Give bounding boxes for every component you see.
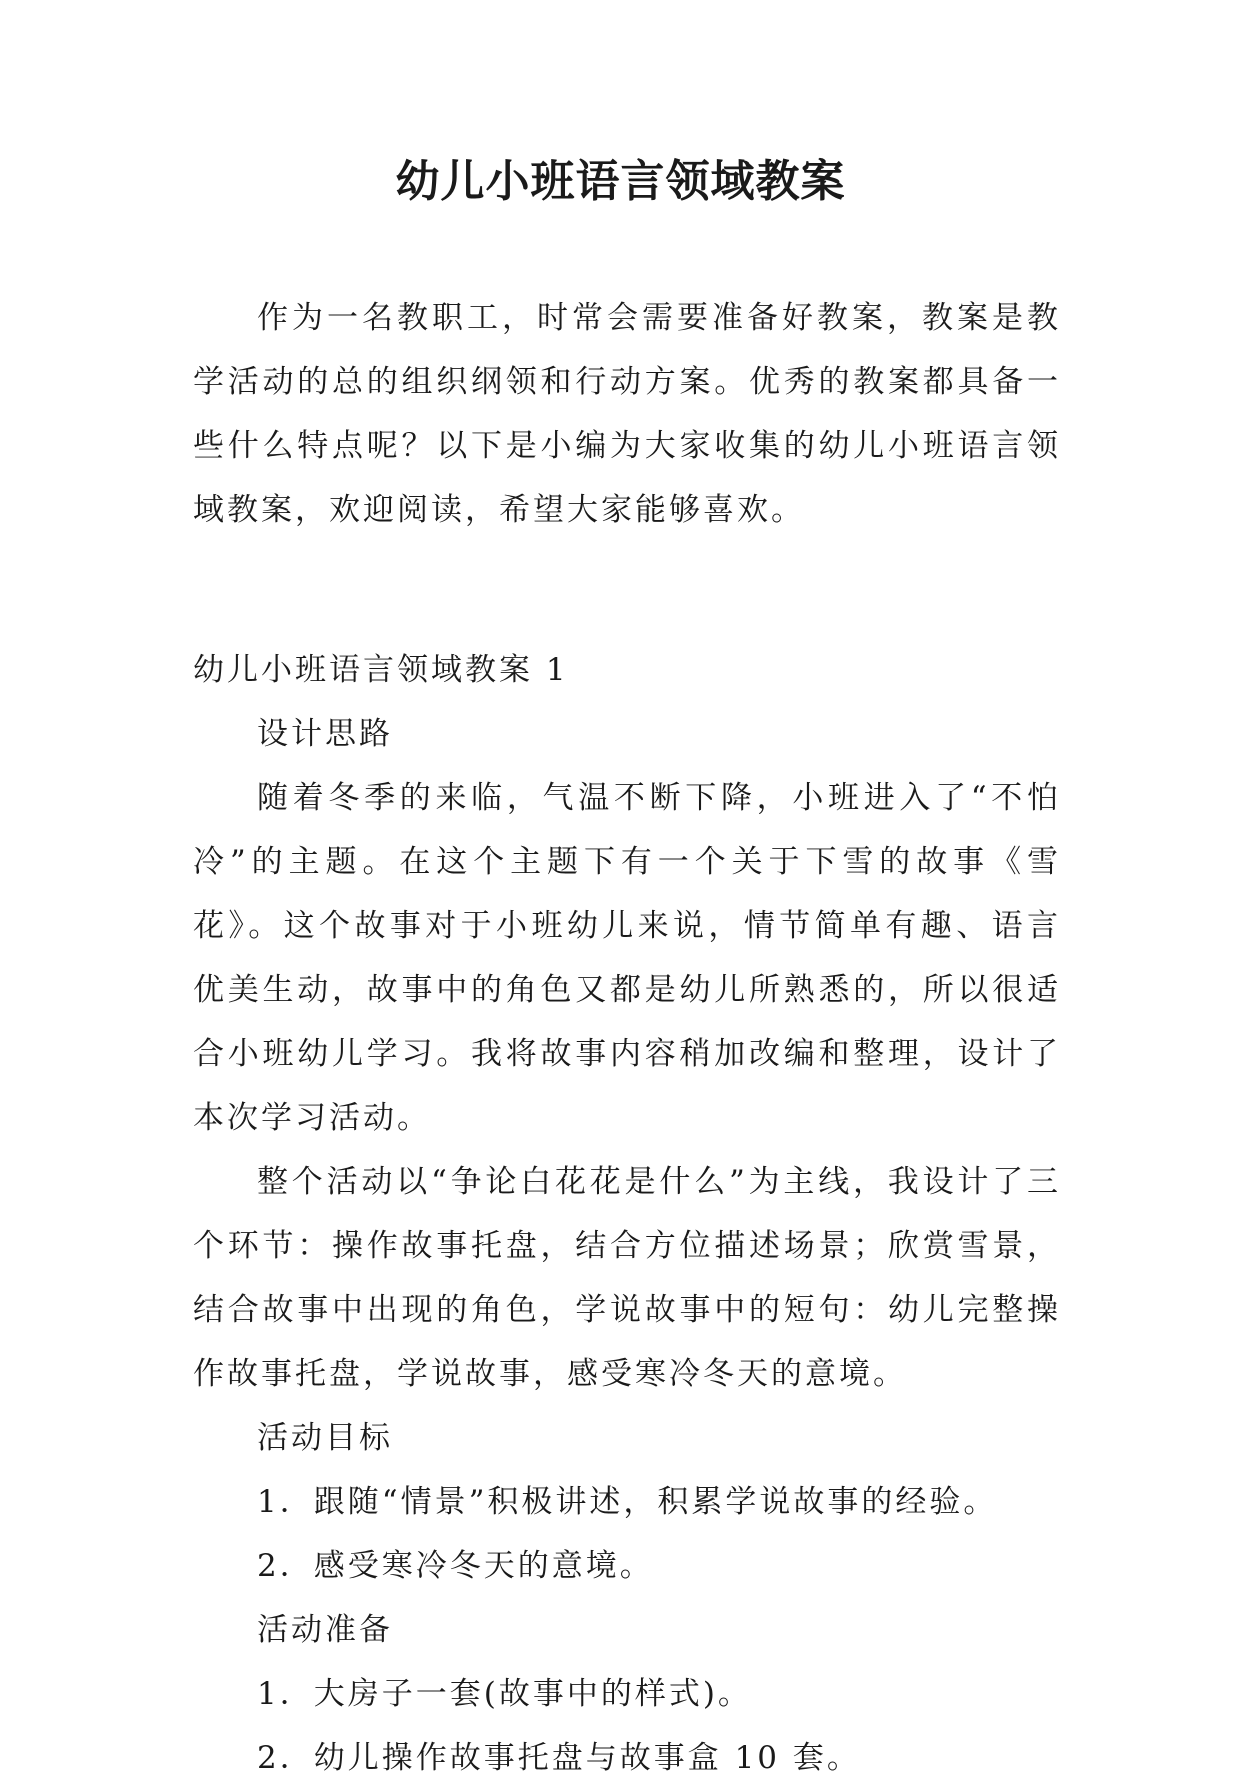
- section-title: 幼儿小班语言领域教案 1: [193, 652, 569, 688]
- prep-item-1: 1．大房子一套(故事中的样式)。: [257, 1676, 752, 1712]
- goal-item-1: 1．跟随“情景”积极讲述，积累学说故事的经验。: [257, 1484, 998, 1520]
- prep-item-2: 2．幼儿操作故事托盘与故事盒 10 套。: [257, 1740, 861, 1776]
- heading-prep: 活动准备: [257, 1612, 393, 1648]
- goal-item-2: 2．感受寒冷冬天的意境。: [257, 1548, 654, 1584]
- document-body: [193, 286, 1061, 1790]
- paragraph-gap: [193, 542, 1061, 638]
- document-title: 幼儿小班语言领域教案: [395, 156, 846, 207]
- design-paragraph-2: 整个活动以“争论白花花是什么”为主线，我设计了三个环节：操作故事托盘，结合方位描述场景；欣赏雪景，结合故事中出现的角色，学说故事中的短句：幼儿完整操作故事托盘，学说故事，感受寒冷冬天的意境。: [193, 1164, 1061, 1392]
- design-paragraph-1: 随着冬季的来临，气温不断下降，小班进入了“不怕冷”的主题。在这个主题下有一个关于下雪的故事《雪花》。这个故事对于小班幼儿来说，情节简单有趣、语言优美生动，故事中的角色又都是幼儿所熟悉的，所以很适合小班幼儿学习。我将故事内容稍加改编和整理，设计了本次学习活动。: [193, 780, 1061, 1136]
- intro-paragraph: 作为一名教职工，时常会需要准备好教案，教案是教学活动的总的组织纲领和行动方案。优秀的教案都具备一些什么特点呢？以下是小编为大家收集的幼儿小班语言领域教案，欢迎阅读，希望大家能够喜欢。: [193, 300, 1061, 528]
- heading-goals: 活动目标: [257, 1420, 393, 1456]
- heading-design: 设计思路: [257, 716, 393, 752]
